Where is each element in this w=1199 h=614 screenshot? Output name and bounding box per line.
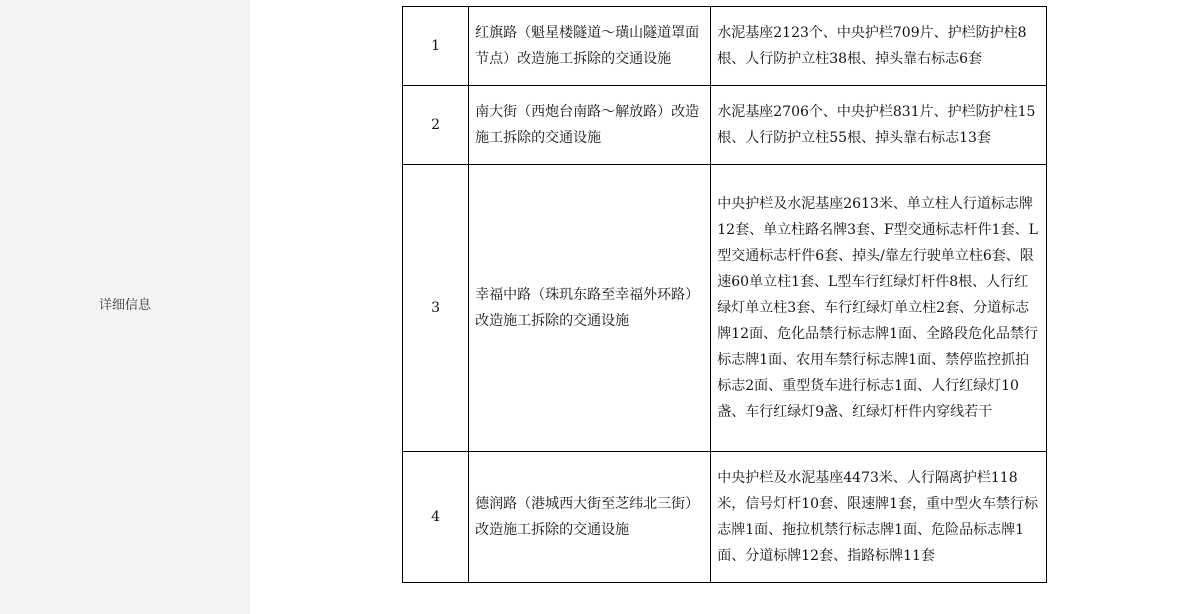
- row-number: 2: [403, 86, 469, 165]
- table-row: [403, 452, 1047, 583]
- facility-details: 中央护栏及水泥基座2613米、单立柱人行道标志牌12套、单立柱路名牌3套、F型交通标志杆件1套、L型交通标志杆件6套、掉头/靠左行驶单立柱6套、限速60单立柱1套、L型车行红绿灯杆件8根、人行红绿灯单立柱3套、车行红绿灯单立柱2套、分道标志牌12面、危化品禁行标志牌1面、全路段危化品禁行标志牌1面、农用车禁行标志牌1面、禁停监控抓拍标志2面、重型货车进行标志1面、人行红绿灯10盏、车行红绿灯9盏、红绿灯杆件内穿线若干: [711, 165, 1047, 452]
- facility-details: 水泥基座2706个、中央护栏831片、护栏防护柱15根、人行防护立柱55根、掉头靠右标志13套: [711, 86, 1047, 165]
- row-number: 1: [403, 7, 469, 86]
- table-row: [403, 86, 1047, 165]
- table-row: [403, 165, 1047, 452]
- row-number: 4: [403, 452, 469, 583]
- detail-info-label: 详细信息: [98, 298, 151, 313]
- project-name: 南大街（西炮台南路～解放路）改造施工拆除的交通设施: [469, 86, 711, 165]
- facilities-table: [402, 6, 1047, 583]
- project-name: 红旗路（魁星楼隧道～璜山隧道罩面节点）改造施工拆除的交通设施: [469, 7, 711, 86]
- table-row: [403, 7, 1047, 86]
- facility-details: 中央护栏及水泥基座4473米、人行隔离护栏118米，信号灯杆10套、限速牌1套，重中型火车禁行标志牌1面、拖拉机禁行标志牌1面、危险品标志牌1面、分道标牌12套、指路标牌11套: [711, 452, 1047, 583]
- project-name: 德润路（港城西大街至芝纬北三街）改造施工拆除的交通设施: [469, 452, 711, 583]
- facility-details: 水泥基座2123个、中央护栏709片、护栏防护柱8根、人行防护立柱38根、掉头靠右标志6套: [711, 7, 1047, 86]
- project-name: 幸福中路（珠玑东路至幸福外环路）改造施工拆除的交通设施: [469, 165, 711, 452]
- label-column: [0, 0, 250, 614]
- row-number: 3: [403, 165, 469, 452]
